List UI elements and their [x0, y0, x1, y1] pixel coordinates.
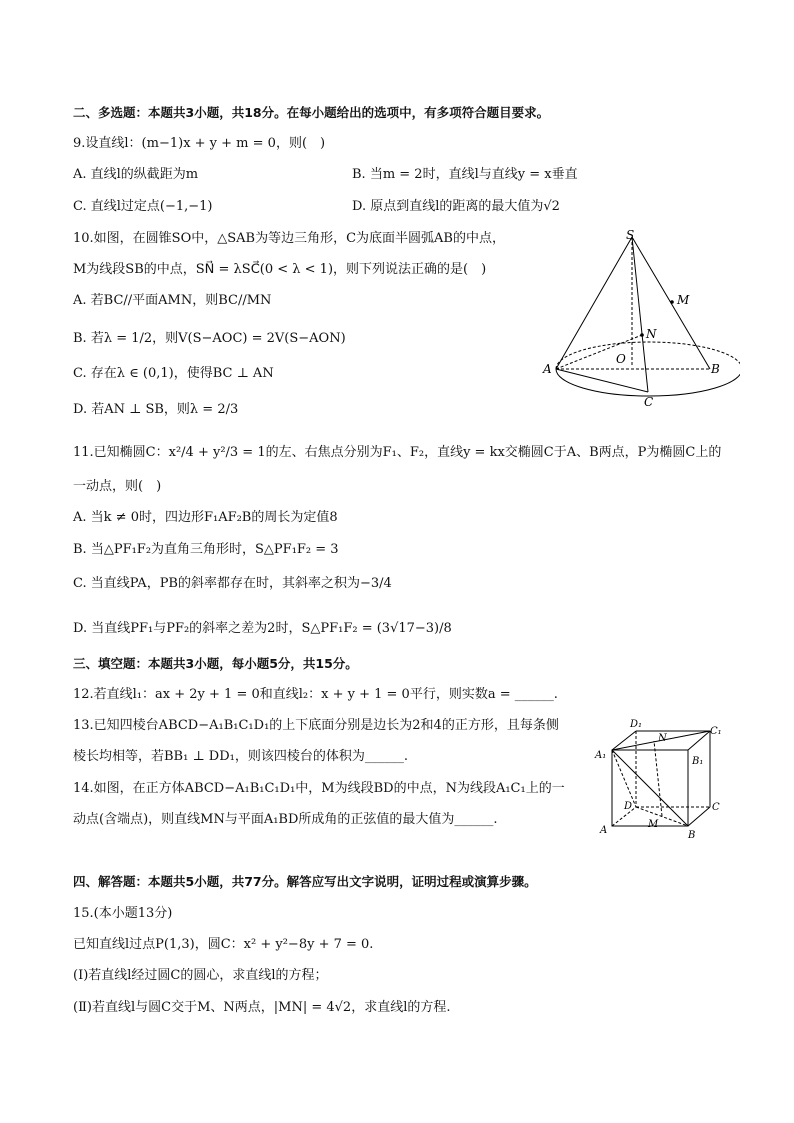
cube-label-B: B [688, 830, 696, 841]
q14-line2: 动点(含端点)，则直线MN与平面A₁BD所成角的正弦值的最大值为______. [73, 812, 498, 827]
cone-figure [540, 225, 740, 410]
label-O: O [616, 352, 626, 366]
label-B: B [711, 362, 720, 376]
q11-option-c: C. 当直线PA，PB的斜率都存在时，其斜率之积为−3/4 [73, 576, 392, 591]
cube-label-N: N [658, 733, 667, 744]
cube-label-C1: C₁ [710, 726, 722, 737]
q10-option-b: B. 若λ = 1/2，则V(S−AOC) = 2V(S−AON) [73, 331, 346, 346]
q13-line1: 13.已知四棱台ABCD−A₁B₁C₁D₁的上下底面分别是边长为2和4的正方形，且每条侧 [73, 718, 559, 733]
q11-option-d: D. 当直线PF₁与PF₂的斜率之差为2时，S△PF₁F₂ = (3√17−3)/8 [73, 621, 452, 636]
q11-option-b: B. 当△PF₁F₂为直角三角形时，S△PF₁F₂ = 3 [73, 542, 339, 557]
q9-option-c: C. 直线l过定点(−1,−1) [73, 199, 213, 214]
cube-label-B1: B₁ [692, 756, 704, 767]
q15-stem: 已知直线l过点P(1,3)，圆C：x² + y²−8y + 7 = 0. [73, 937, 374, 952]
q9-stem: 9.设直线l：(m−1)x + y + m = 0，则( ) [73, 136, 326, 151]
q15-part2: (Ⅱ)若直线l与圆C交于M、N两点，|MN| = 4√2，求直线l的方程. [73, 1000, 451, 1015]
cube-label-A: A [600, 825, 608, 836]
q11-option-a: A. 当k ≠ 0时，四边形F₁AF₂B的周长为定值8 [73, 510, 338, 525]
cube-figure [592, 716, 722, 842]
q15-title: 15.(本小题13分) [73, 906, 173, 921]
q14-line1: 14.如图，在正方体ABCD−A₁B₁C₁D₁中，M为线段BD的中点，N为线段A₁C₁上的一 [73, 781, 565, 796]
q10-stem-line1: 10.如图，在圆锥SO中，△SAB为等边三角形，C为底面半圆弧AB的中点， [73, 231, 505, 246]
q10-option-d: D. 若AN ⊥ SB，则λ = 2/3 [73, 402, 239, 417]
section-heading-fill-in: 三、填空题：本题共3小题，每小题5分，共15分。 [73, 656, 358, 671]
label-A: A [543, 362, 552, 376]
cube-label-D: D [624, 801, 633, 812]
q13-line2: 棱长均相等，若BB₁ ⊥ DD₁，则该四棱台的体积为______. [73, 749, 408, 764]
cube-label-M: M [648, 819, 659, 830]
q9-option-b: B. 当m = 2时，直线l与直线y = x垂直 [352, 167, 578, 182]
q11-stem-line2: 一动点，则( ) [73, 479, 162, 494]
cube-label-A1: A₁ [595, 750, 607, 761]
q10-option-c: C. 存在λ ∈ (0,1)，使得BC ⊥ AN [73, 366, 274, 381]
q11-stem-line1: 11.已知椭圆C：x²/4 + y²/3 = 1的左、右焦点分别为F₁、F₂，直线y = kx交椭圆C于A、B两点，P为椭圆C上的 [73, 445, 722, 460]
cube-label-C: C [712, 802, 720, 813]
label-M: M [677, 293, 690, 307]
label-S: S [626, 228, 635, 242]
q9-option-d: D. 原点到直线l的距离的最大值为√2 [352, 199, 560, 214]
section-heading-multiple-choice: 二、多选题：本题共3小题，共18分。在每小题给出的选项中，有多项符合题目要求。 [73, 105, 550, 120]
q9-option-a: A. 直线l的纵截距为m [73, 167, 199, 182]
label-N: N [646, 327, 657, 341]
cube-label-D1: D₁ [630, 719, 643, 730]
section-heading-solutions: 四、解答题：本题共5小题，共77分。解答应写出文字说明，证明过程或演算步骤。 [73, 874, 537, 889]
q10-option-a: A. 若BC//平面AMN，则BC//MN [73, 293, 272, 308]
label-C: C [644, 395, 654, 409]
q15-part1: (Ⅰ)若直线l经过圆C的圆心，求直线l的方程； [73, 968, 328, 983]
q10-stem-line2: M为线段SB的中点，SN⃗ = λSC⃗(0 < λ < 1)，则下列说法正确的是( ) [73, 262, 487, 277]
q12: 12.若直线l₁：ax + 2y + 1 = 0和直线l₂：x + y + 1 = 0平行，则实数a = ______. [73, 687, 558, 702]
